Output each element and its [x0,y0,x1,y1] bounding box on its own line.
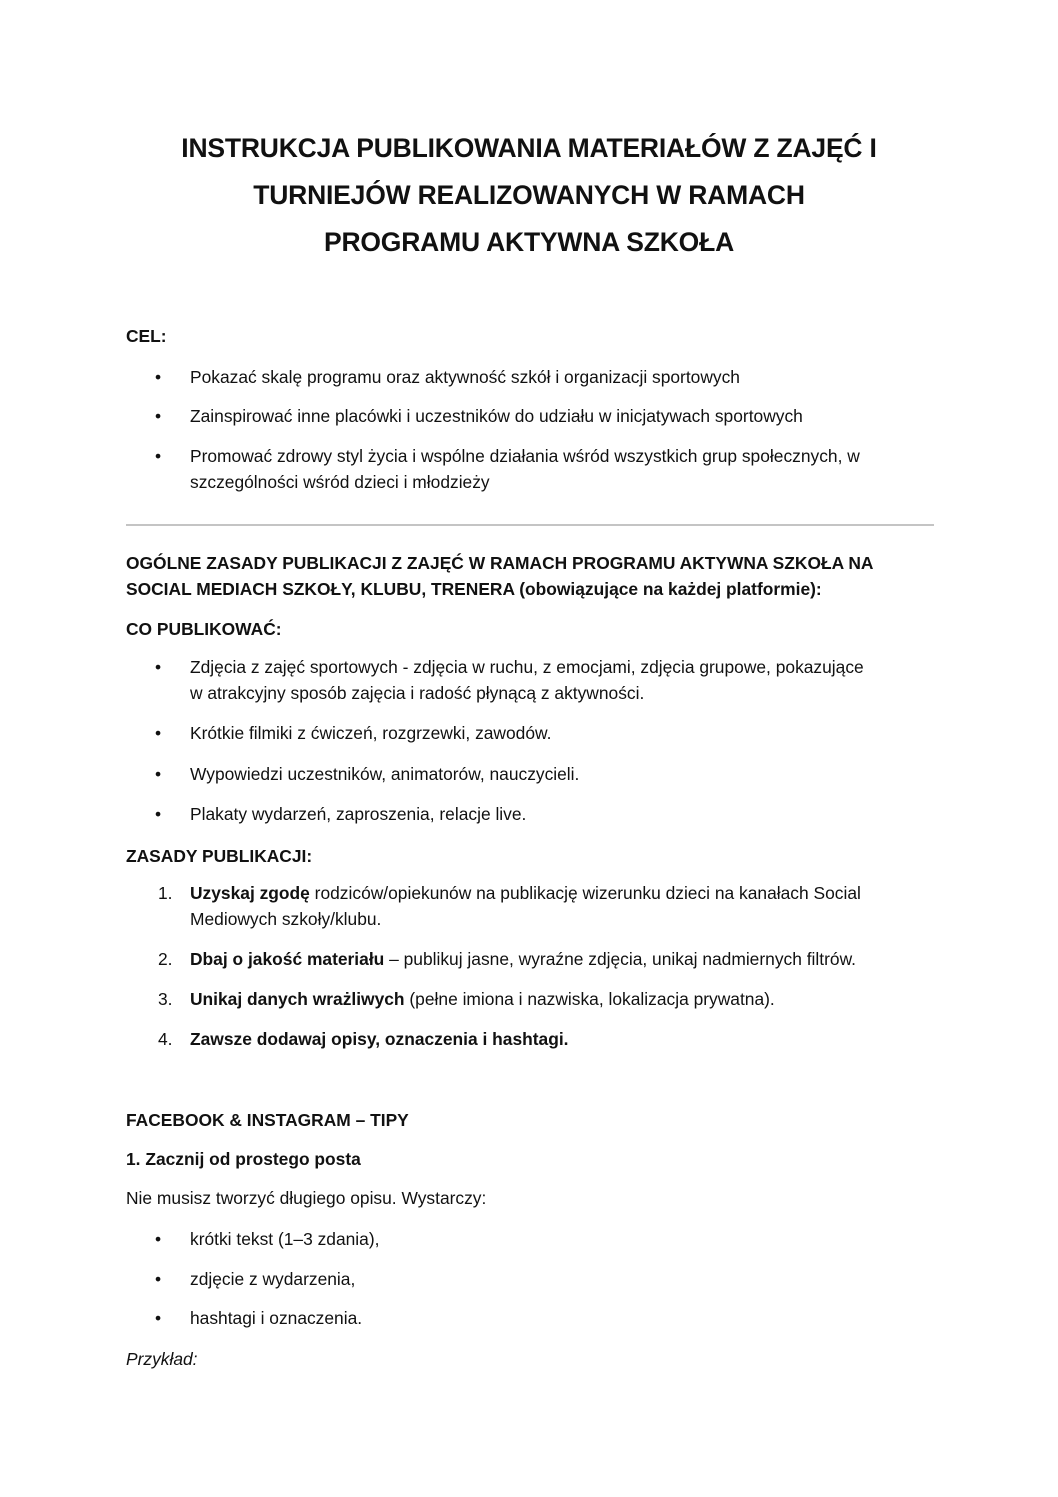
list-item-text: szczególności wśród dzieci i młodzieży [190,472,490,492]
list-item-text: krótki tekst (1–3 zdania), [190,1229,380,1249]
bullet-icon: • [155,657,162,677]
bullet-icon: • [155,1229,162,1249]
item-number: 2. [158,949,173,969]
list-item-text: Wypowiedzi uczestników, animatorów, nauczycieli. [190,764,580,784]
general-heading-line-2: SOCIAL MEDIACH SZKOŁY, KLUBU, TRENERA (obowiązujące na każdej platformie): [126,579,822,599]
fb-ig-heading: FACEBOOK & INSTAGRAM – TIPY [126,1110,409,1130]
example-label: Przykład: [126,1349,198,1369]
list-item-text: Krótkie filmiki z ćwiczeń, rozgrzewki, zawodów. [190,723,552,743]
bullet-icon: • [155,1308,162,1328]
bullet-icon: • [155,406,162,426]
item-text: (pełne imiona i nazwiska, lokalizacja prywatna). [404,989,775,1009]
cel-heading: CEL: [126,326,167,346]
fb-ig-intro: Nie musisz tworzyć długiego opisu. Wystarczy: [126,1188,487,1208]
bullet-icon: • [155,367,162,387]
title-line-3: PROGRAMU AKTYWNA SZKOŁA [323,227,735,257]
list-item-text: Pokazać skalę programu oraz aktywność szkół i organizacji sportowych [190,367,740,387]
item-number: 1. [158,883,173,903]
bullet-icon: • [155,446,162,466]
bullet-icon: • [155,764,162,784]
item-text: Mediowych szkoły/klubu. [190,909,382,929]
list-item-text: Zainspirować inne placówki i uczestników do udziału w inicjatywach sportowych [190,406,803,426]
item-number: 4. [158,1029,173,1049]
item-bold-text: Zawsze dodawaj opisy, oznaczenia i hashtagi. [190,1029,569,1049]
list-item-text: Plakaty wydarzeń, zaproszenia, relacje live. [190,804,527,824]
section-divider [126,524,934,526]
general-rules-heading [126,550,873,602]
bullet-icon: • [155,804,162,824]
what-to-publish-heading: CO PUBLIKOWAĆ: [126,619,282,639]
item-text: rodziców/opiekunów na publikację wizerunku dzieci na kanałach Social [309,883,861,903]
document-title [100,125,958,266]
title-line-2: TURNIEJÓW REALIZOWANYCH W RAMACH [253,180,805,210]
bullet-icon: • [155,1269,162,1289]
item-bold-text: Dbaj o jakość materiału [190,949,385,969]
general-heading-line-1: OGÓLNE ZASADY PUBLIKACJI Z ZAJĘĆ W RAMACH PROGRAMU AKTYWNA SZKOŁA NA [126,553,874,573]
bullet-icon: • [155,723,162,743]
title-line-1: INSTRUKCJA PUBLIKOWANIA MATERIAŁÓW Z ZAJĘĆ I [181,133,877,163]
fb-ig-subheading: 1. Zacznij od prostego posta [126,1149,361,1169]
list-item-text: Zdjęcia z zajęć sportowych - zdjęcia w ruchu, z emocjami, zdjęcia grupowe, pokazujące [190,657,864,677]
list-item-text: Promować zdrowy styl życia i wspólne działania wśród wszystkich grup społecznych, w [190,446,860,466]
publication-rules-heading: ZASADY PUBLIKACJI: [126,846,313,866]
item-bold-text: Unikaj danych wrażliwych [190,989,405,1009]
list-item-text: zdjęcie z wydarzenia, [190,1269,356,1289]
list-item-text: w atrakcyjny sposób zajęcia i radość płynącą z aktywności. [190,683,645,703]
item-bold-text: Uzyskaj zgodę [190,883,310,903]
item-text: – publikuj jasne, wyraźne zdjęcia, unikaj nadmiernych filtrów. [384,949,856,969]
item-number: 3. [158,989,173,1009]
list-item-text: hashtagi i oznaczenia. [190,1308,363,1328]
